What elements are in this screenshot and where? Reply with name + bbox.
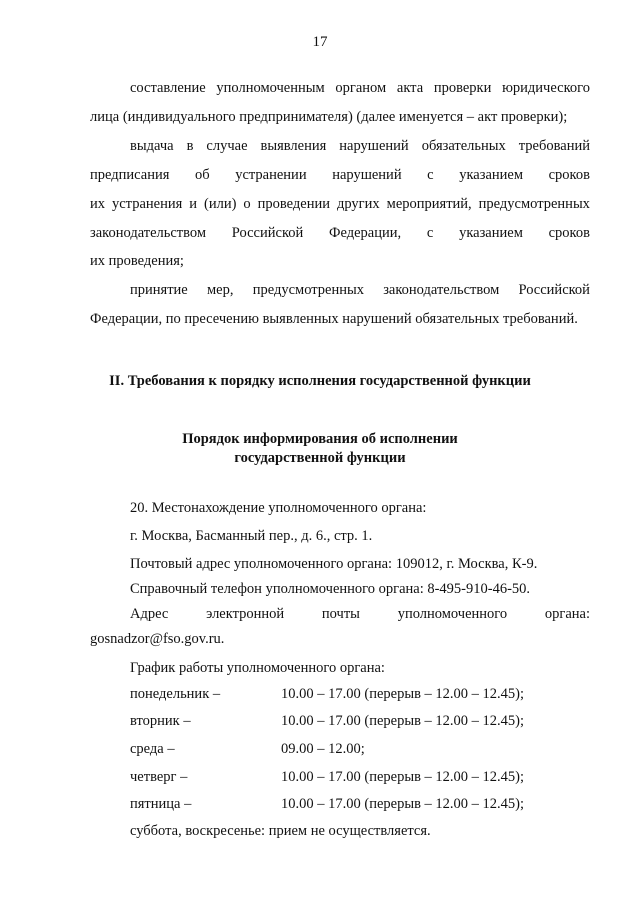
- word: Адрес: [130, 606, 169, 622]
- word: об: [194, 167, 210, 183]
- intro-p2-line4: [90, 224, 590, 242]
- word: принятие: [130, 282, 188, 298]
- word: нарушений: [332, 167, 402, 183]
- word: предусмотренных: [252, 282, 364, 298]
- schedule-hours: 09.00 – 12.00;: [281, 741, 365, 757]
- word: в: [186, 138, 194, 154]
- email-address: gosnadzor@fso.gov.ru.: [90, 631, 225, 647]
- intro-p2-line2: [90, 166, 590, 184]
- word: уполномоченным: [216, 80, 325, 96]
- subheading-line2: государственной функции: [234, 450, 406, 466]
- word: проведении: [257, 196, 331, 212]
- schedule-day: понедельник –: [130, 686, 221, 702]
- word: с: [426, 225, 434, 241]
- word: Федерации,: [329, 225, 402, 241]
- schedule-hours: 10.00 – 17.00 (перерыв – 12.00 – 12.45);: [281, 686, 525, 702]
- word: составление: [130, 80, 206, 96]
- intro-p3-line1: [130, 281, 590, 299]
- schedule-label: График работы уполномоченного органа:: [130, 660, 385, 676]
- word: сроков: [548, 225, 590, 241]
- schedule-row: [130, 795, 524, 813]
- postal-address: Почтовый адрес уполномоченного органа: 109012, г. Москва, К-9.: [130, 556, 538, 572]
- section-heading: II. Требования к порядку исполнения государственной функции: [109, 373, 531, 389]
- word: указанием: [459, 167, 524, 183]
- schedule-day: среда –: [130, 741, 175, 757]
- word: их: [90, 196, 106, 212]
- page-number: 17: [312, 34, 328, 50]
- intro-p1-line2: лица (индивидуального предпринимателя) (далее именуется – акт проверки);: [90, 109, 568, 125]
- word: нарушений: [339, 138, 409, 154]
- word: устранения: [112, 196, 183, 212]
- schedule-row: [130, 740, 365, 758]
- word: органом: [335, 80, 387, 96]
- word: (или): [204, 196, 237, 212]
- email-label: [130, 605, 590, 623]
- weekend-note: суббота, воскресенье: прием не осуществляется.: [130, 823, 431, 839]
- intro-p2-line3: [90, 195, 590, 213]
- word: выдача: [130, 138, 174, 154]
- phone-number: Справочный телефон уполномоченного органа: 8-495-910-46-50.: [130, 581, 531, 597]
- word: законодательством: [90, 225, 207, 241]
- schedule-day: вторник –: [130, 713, 191, 729]
- word: уполномоченного: [397, 606, 508, 622]
- word: с: [427, 167, 434, 183]
- word: Российской: [518, 282, 590, 298]
- location-label: 20. Местонахождение уполномоченного органа:: [130, 500, 427, 516]
- schedule-row: [130, 712, 524, 730]
- schedule-row: [130, 685, 524, 703]
- subheading-line1: Порядок информирования об исполнении: [182, 431, 458, 447]
- schedule-hours: 10.00 – 17.00 (перерыв – 12.00 – 12.45);: [281, 713, 525, 729]
- word: органа:: [544, 606, 590, 622]
- word: сроков: [548, 167, 590, 183]
- word: и: [189, 196, 198, 212]
- schedule-hours: 10.00 – 17.00 (перерыв – 12.00 – 12.45);: [281, 769, 525, 785]
- intro-p1-line1: [130, 79, 590, 97]
- word: выявления: [260, 138, 327, 154]
- schedule-day: пятница –: [130, 796, 192, 812]
- intro-p2-line1: [130, 137, 590, 155]
- word: акта: [396, 80, 424, 96]
- intro-p3-line2: Федерации, по пресечению выявленных нарушений обязательных требований.: [90, 311, 578, 327]
- word: юридического: [502, 80, 590, 96]
- word: мер,: [206, 282, 234, 298]
- word: электронной: [206, 606, 285, 622]
- word: других: [337, 196, 380, 212]
- schedule-day: четверг –: [130, 769, 188, 785]
- word: Российской: [231, 225, 304, 241]
- word: мероприятий,: [386, 196, 472, 212]
- schedule-hours: 10.00 – 17.00 (перерыв – 12.00 – 12.45);: [281, 796, 525, 812]
- word: устранении: [235, 167, 307, 183]
- intro-p2-line5: их проведения;: [90, 253, 184, 269]
- word: о: [243, 196, 251, 212]
- word: проверки: [433, 80, 492, 96]
- word: почты: [321, 606, 360, 622]
- word: предусмотренных: [478, 196, 590, 212]
- word: случае: [206, 138, 248, 154]
- word: указанием: [459, 225, 523, 241]
- word: законодательством: [383, 282, 500, 298]
- schedule-row: [130, 768, 524, 786]
- word: требований: [518, 138, 590, 154]
- word: обязательных: [421, 138, 506, 154]
- word: предписания: [90, 167, 170, 183]
- location-address: г. Москва, Басманный пер., д. 6., стр. 1.: [130, 528, 373, 544]
